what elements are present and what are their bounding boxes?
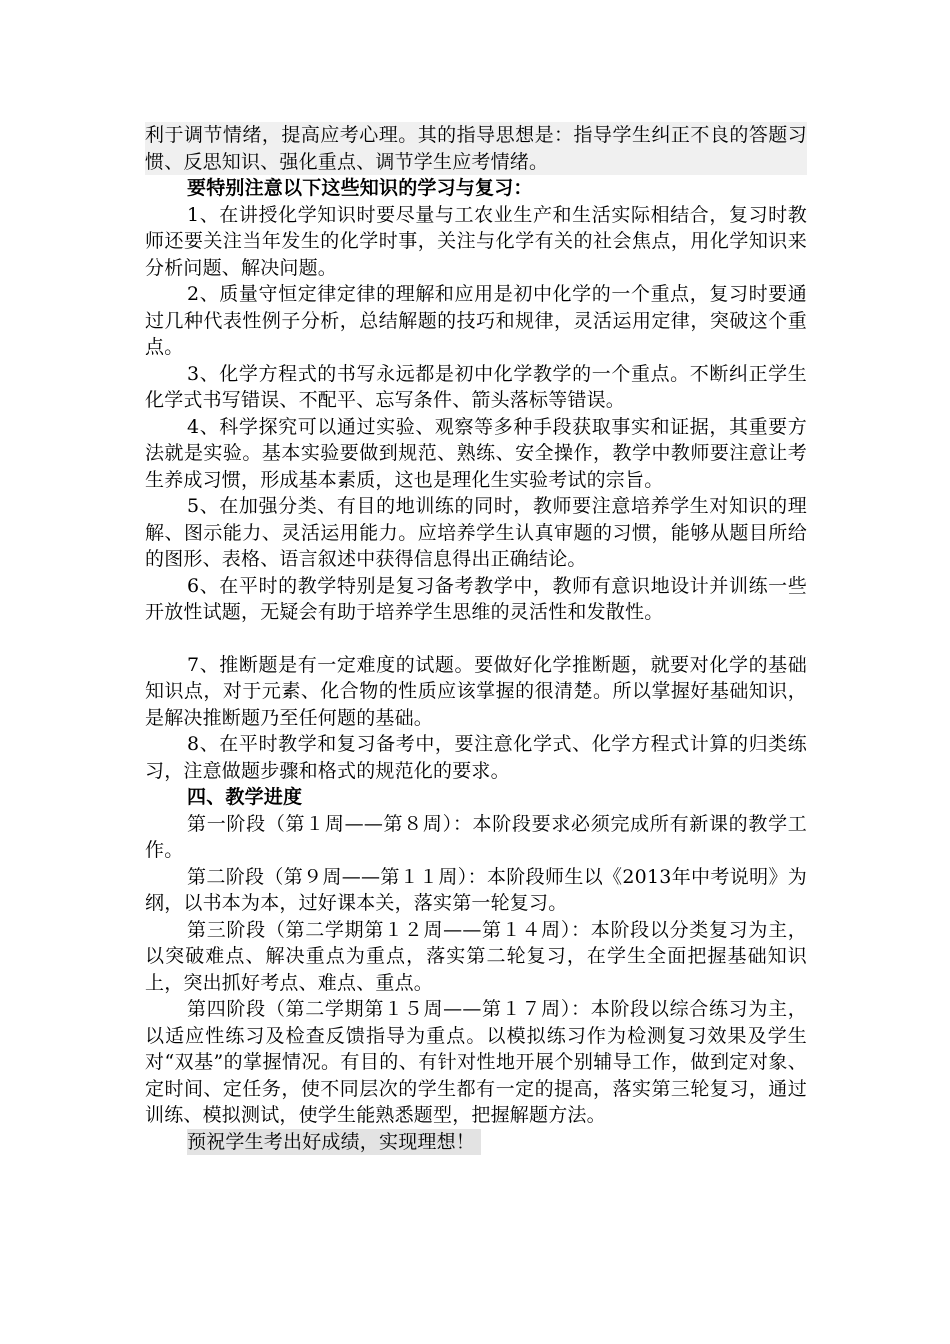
intro-paragraph: 利于调节情绪，提高应考心理。其的指导思想是：指导学生纠正不良的答题习惯、反思知识、强化重点、调节学生应考情绪。 bbox=[145, 122, 807, 175]
point-4: 4、科学探究可以通过实验、观察等多种手段获取事实和证据，其重要方法就是实验。基本实验要做到规范、熟练、安全操作，教学中教师要注意让考生养成习惯，形成基本素质，这也是理化生实验考试的宗旨。 bbox=[145, 415, 807, 491]
paragraph-gap bbox=[145, 626, 807, 652]
knowledge-heading: 要特别注意以下这些知识的学习与复习： bbox=[187, 177, 533, 199]
stage-3: 第三阶段（第二学期第１２周——第１４周）：本阶段以分类复习为主，以突破难点、解决重点为重点，落实第二轮复习，在学生全面把握基础知识上，突出抓好考点、难点、重点。 bbox=[145, 918, 807, 994]
point-7: 7、推断题是有一定难度的试题。要做好化学推断题，就要对化学的基础知识点，对于元素、化合物的性质应该掌握的很清楚。所以掌握好基础知识，是解决推断题乃至任何题的基础。 bbox=[145, 653, 807, 729]
point-3: 3、化学方程式的书写永远都是初中化学教学的一个重点。不断纠正学生化学式书写错误、不配平、忘写条件、箭头落标等错误。 bbox=[145, 362, 807, 411]
point-5: 5、在加强分类、有目的地训练的同时，教师要注意培养学生对知识的理解、图示能力、灵活运用能力。应培养学生认真审题的习惯，能够从题目所给的图形、表格、语言叙述中获得信息得出正确结论。 bbox=[145, 495, 807, 570]
stage-2: 第二阶段（第９周——第１１周）：本阶段师生以《2013年中考说明》为纲，以书本为本，过好课本关，落实第一轮复习。 bbox=[145, 865, 807, 914]
document-body bbox=[145, 122, 807, 1155]
point-1: 1、在讲授化学知识时要尽量与工农业生产和生活实际相结合，复习时教师还要关注当年发生的化学时事，关注与化学有关的社会焦点，用化学知识来分析问题、解决问题。 bbox=[145, 203, 807, 279]
stage-4: 第四阶段（第二学期第１５周——第１７周）：本阶段以综合练习为主，以适应性练习及检查反馈指导为重点。以模拟练习作为检测复习效果及学生对“双基”的掌握情况。有目的、有针对性地开展个别辅导工作，做到定对象、定时间、定任务，使不同层次的学生都有一定的提高，落实第三轮复习，通过训练、模拟测试，使学生能熟悉题型，把握解题方法。 bbox=[145, 998, 807, 1126]
closing-line: 预祝学生考出好成绩，实现理想！ bbox=[187, 1129, 481, 1156]
point-2: 2、质量守恒定律定律的理解和应用是初中化学的一个重点，复习时要通过几种代表性例子分析，总结解题的技巧和规律，灵活运用定律，突破这个重点。 bbox=[145, 283, 807, 358]
point-6: 6、在平时的教学特别是复习备考教学中，教师有意识地设计并训练一些开放性试题，无疑会有助于培养学生思维的灵活性和发散性。 bbox=[145, 574, 807, 623]
point-8: 8、在平时教学和复习备考中，要注意化学式、化学方程式计算的归类练习，注意做题步骤和格式的规范化的要求。 bbox=[145, 733, 807, 782]
stage-1: 第一阶段（第１周——第８周）：本阶段要求必须完成所有新课的教学工作。 bbox=[145, 812, 807, 861]
section-heading: 四、教学进度 bbox=[187, 786, 303, 808]
